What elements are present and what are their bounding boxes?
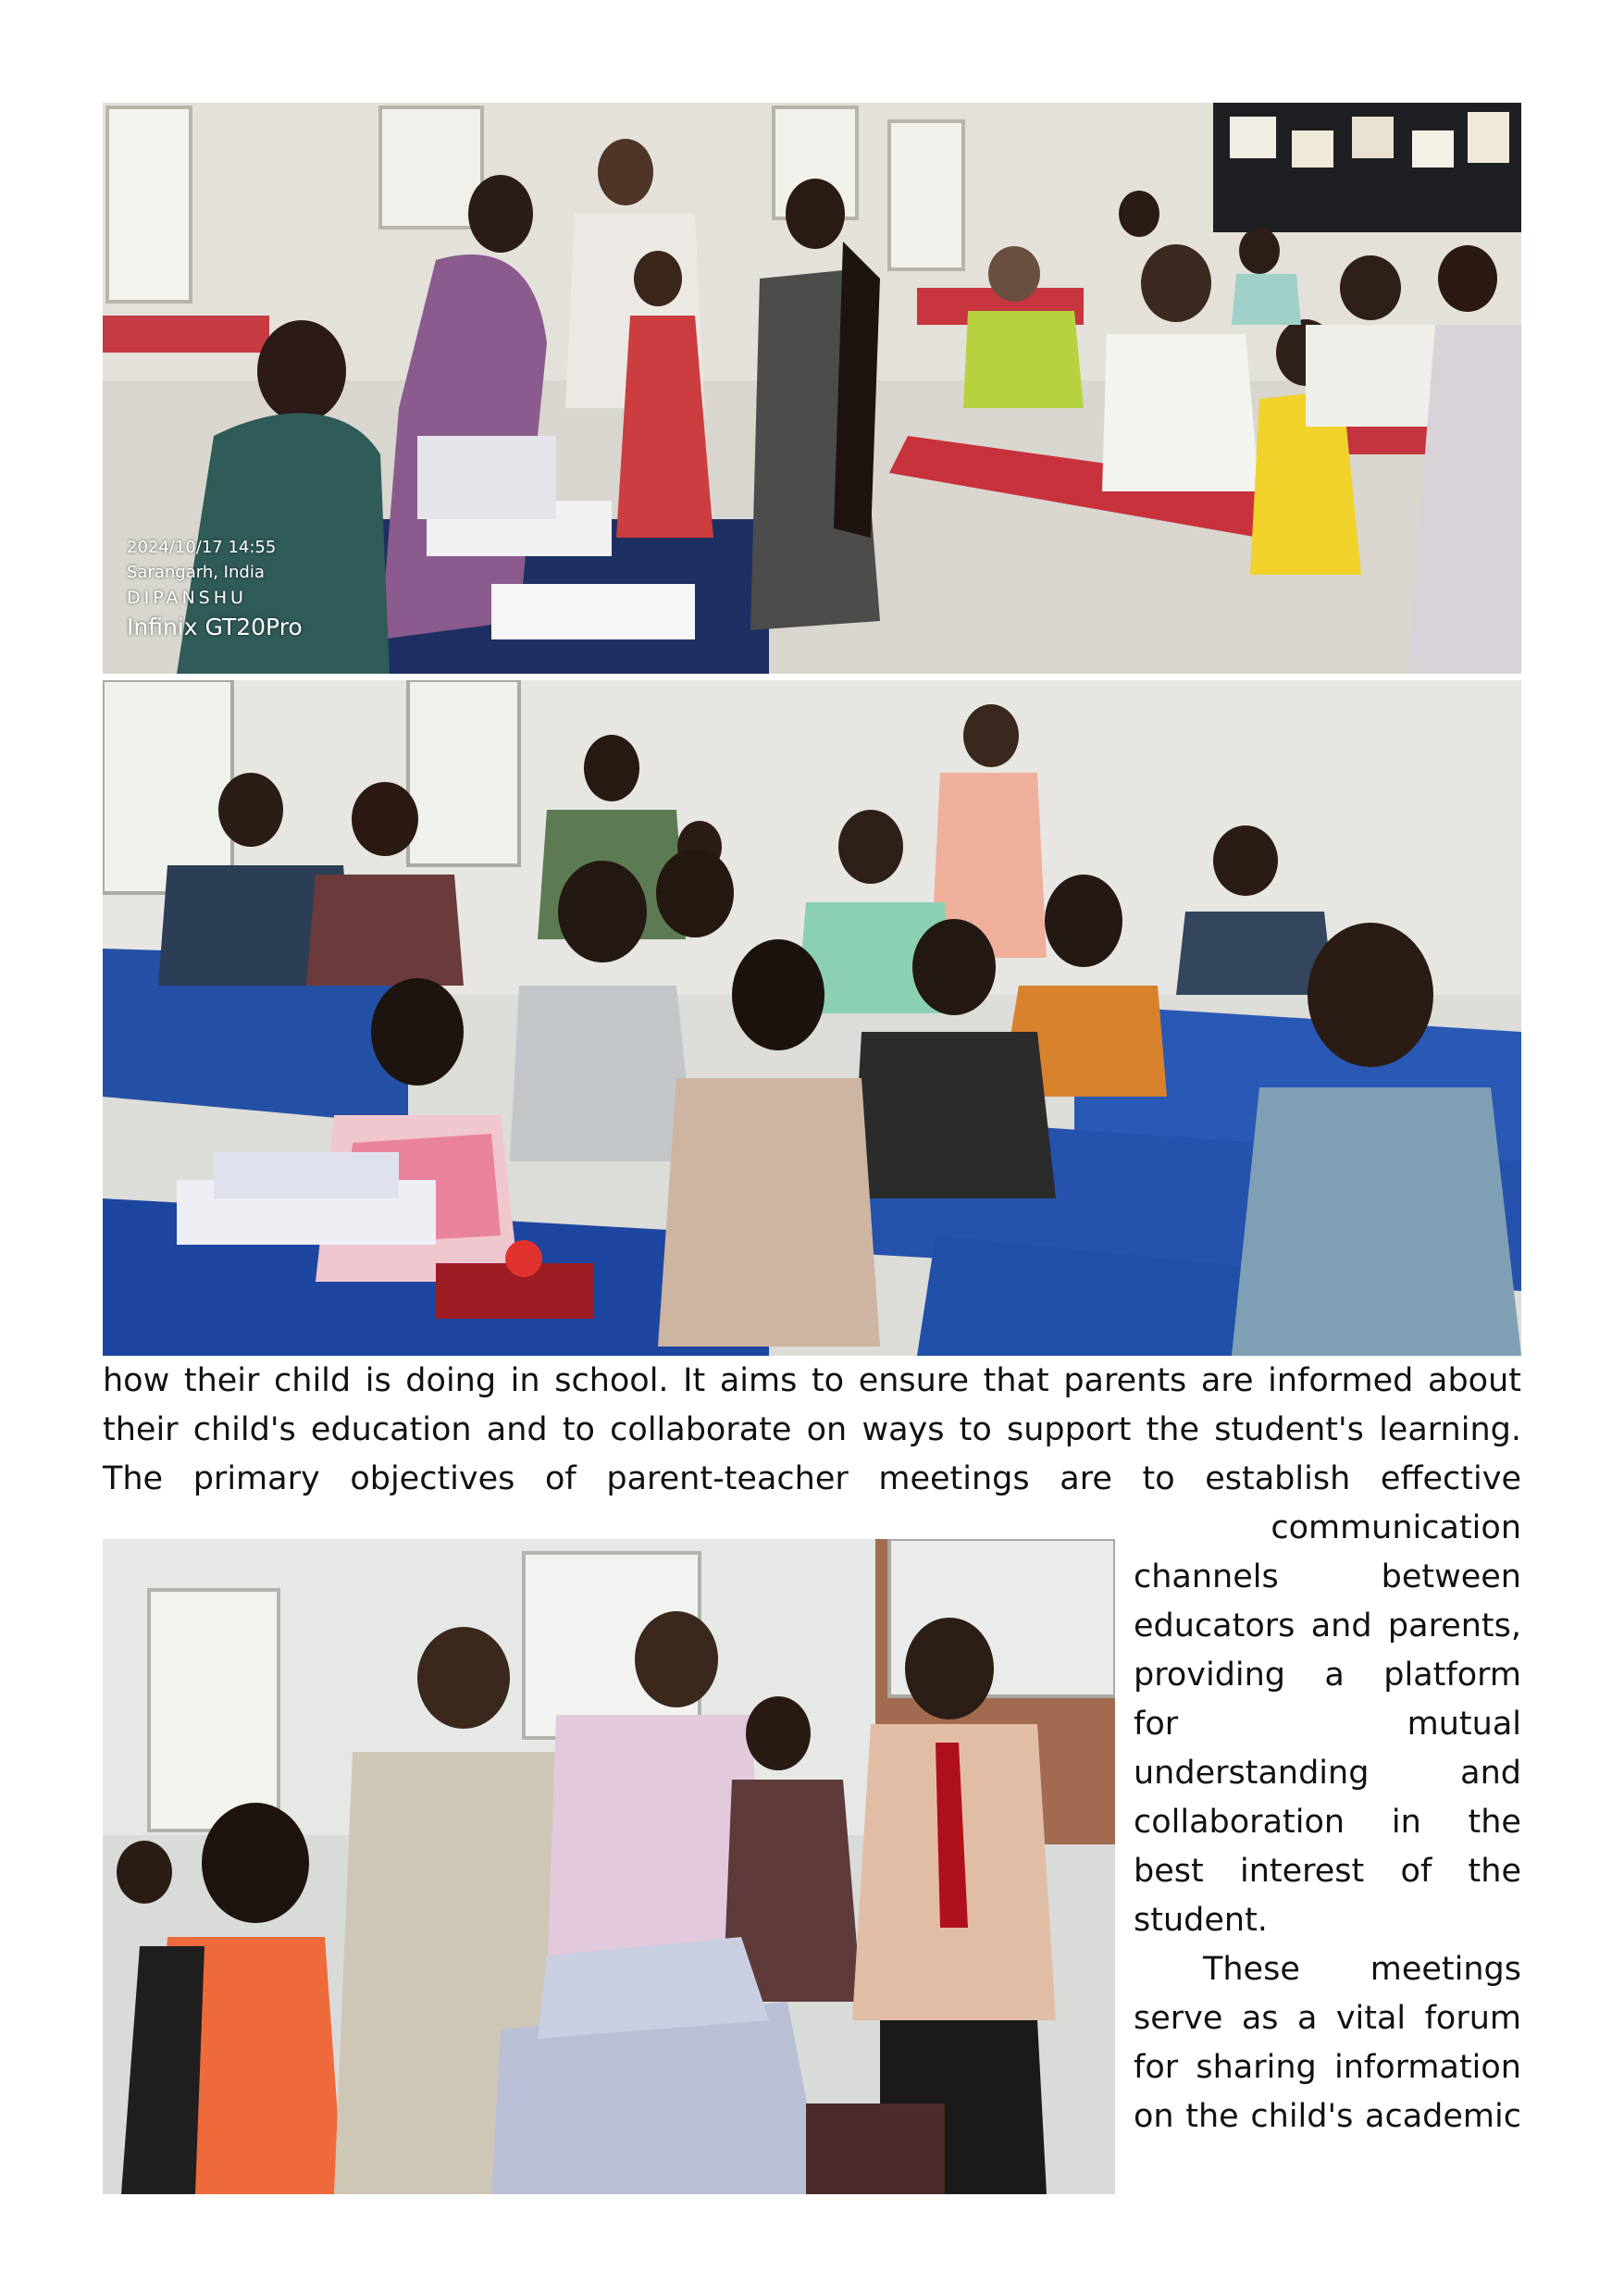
- side-column-line: [1134, 1994, 1521, 2043]
- side-column-word: providing: [1134, 1657, 1286, 1694]
- side-column-line: [1134, 1553, 1521, 1602]
- side-column-line: [1134, 1896, 1521, 1945]
- side-column-word: and: [1460, 1755, 1521, 1792]
- side-column-word: student.: [1134, 1902, 1268, 1939]
- side-column-word: parents,: [1387, 1607, 1521, 1644]
- side-column-word: vital: [1335, 2000, 1407, 2037]
- stamp-device: Infinix GT20Pro: [127, 614, 303, 640]
- stamp-location: Sarangarh, India: [127, 563, 265, 582]
- side-column-word: interest: [1239, 1853, 1365, 1890]
- stamp-datetime: 2024/10/17 14:55: [127, 538, 277, 557]
- side-column-text: [1134, 1504, 1521, 2141]
- side-column-word: the: [1468, 1804, 1521, 1841]
- body-paragraph-objectives: [103, 1455, 1521, 1504]
- photo-staff-distribution: [103, 1539, 1115, 2194]
- photo-parents-students: [103, 680, 1521, 1356]
- side-column-word: the: [1468, 1853, 1521, 1890]
- side-column-word: between: [1381, 1558, 1521, 1595]
- side-column-word: serve: [1134, 2000, 1223, 2037]
- side-column-word: channels: [1134, 1558, 1279, 1595]
- side-column-line: [1134, 1504, 1521, 1553]
- side-column-word: collaboration: [1134, 1804, 1345, 1841]
- side-column-line: [1134, 1945, 1521, 1994]
- side-column-word: meetings: [1370, 1951, 1521, 1988]
- paragraph-line: The primary objectives of parent-teacher meetings are to establish effective: [103, 1460, 1521, 1497]
- side-column-word: platform: [1383, 1657, 1521, 1694]
- side-column-line: [1134, 1798, 1521, 1847]
- side-column-word: for: [1134, 2049, 1179, 2086]
- paragraph-line: how their child is doing in school. It aims to ensure that parents are informed about: [103, 1362, 1521, 1399]
- side-column-word: on: [1134, 2098, 1174, 2135]
- side-column-word: communication: [1271, 1509, 1521, 1546]
- side-column-word: understanding: [1134, 1755, 1370, 1792]
- side-column-word: forum: [1424, 2000, 1521, 2037]
- side-column-line: [1134, 1700, 1521, 1749]
- side-column-word: a: [1324, 1657, 1345, 1694]
- stamp-name: DIPANSHU: [127, 588, 247, 608]
- side-column-word: and: [1310, 1607, 1372, 1644]
- side-column-line: [1134, 1749, 1521, 1798]
- side-column-word: a: [1296, 2000, 1318, 2037]
- side-column-line: [1134, 2092, 1521, 2141]
- photo-classroom-meeting: [103, 103, 1521, 674]
- side-column-word: information: [1333, 2049, 1521, 2086]
- side-column-line: [1134, 1847, 1521, 1896]
- side-column-word: These: [1203, 1951, 1300, 1988]
- side-column-word: as: [1241, 2000, 1279, 2037]
- side-column-word: mutual: [1407, 1706, 1521, 1743]
- side-column-word: sharing: [1196, 2049, 1317, 2086]
- side-column-word: educators: [1134, 1607, 1295, 1644]
- side-column-line: [1134, 2043, 1521, 2092]
- side-column-word: academic: [1365, 2098, 1521, 2135]
- side-column-word: best: [1134, 1853, 1204, 1890]
- side-column-line: [1134, 1602, 1521, 1651]
- paragraph-line: their child's education and to collaborate on ways to support the student's learning.: [103, 1411, 1521, 1448]
- side-column-line: [1134, 1651, 1521, 1700]
- side-column-word: in: [1391, 1804, 1421, 1841]
- photo-timestamp: [127, 538, 303, 640]
- side-column-word: for: [1134, 1706, 1179, 1743]
- side-column-word: of: [1400, 1853, 1432, 1890]
- body-paragraph: [103, 1357, 1521, 1455]
- side-column-word: child's: [1250, 2098, 1354, 2135]
- side-column-word: the: [1185, 2098, 1239, 2135]
